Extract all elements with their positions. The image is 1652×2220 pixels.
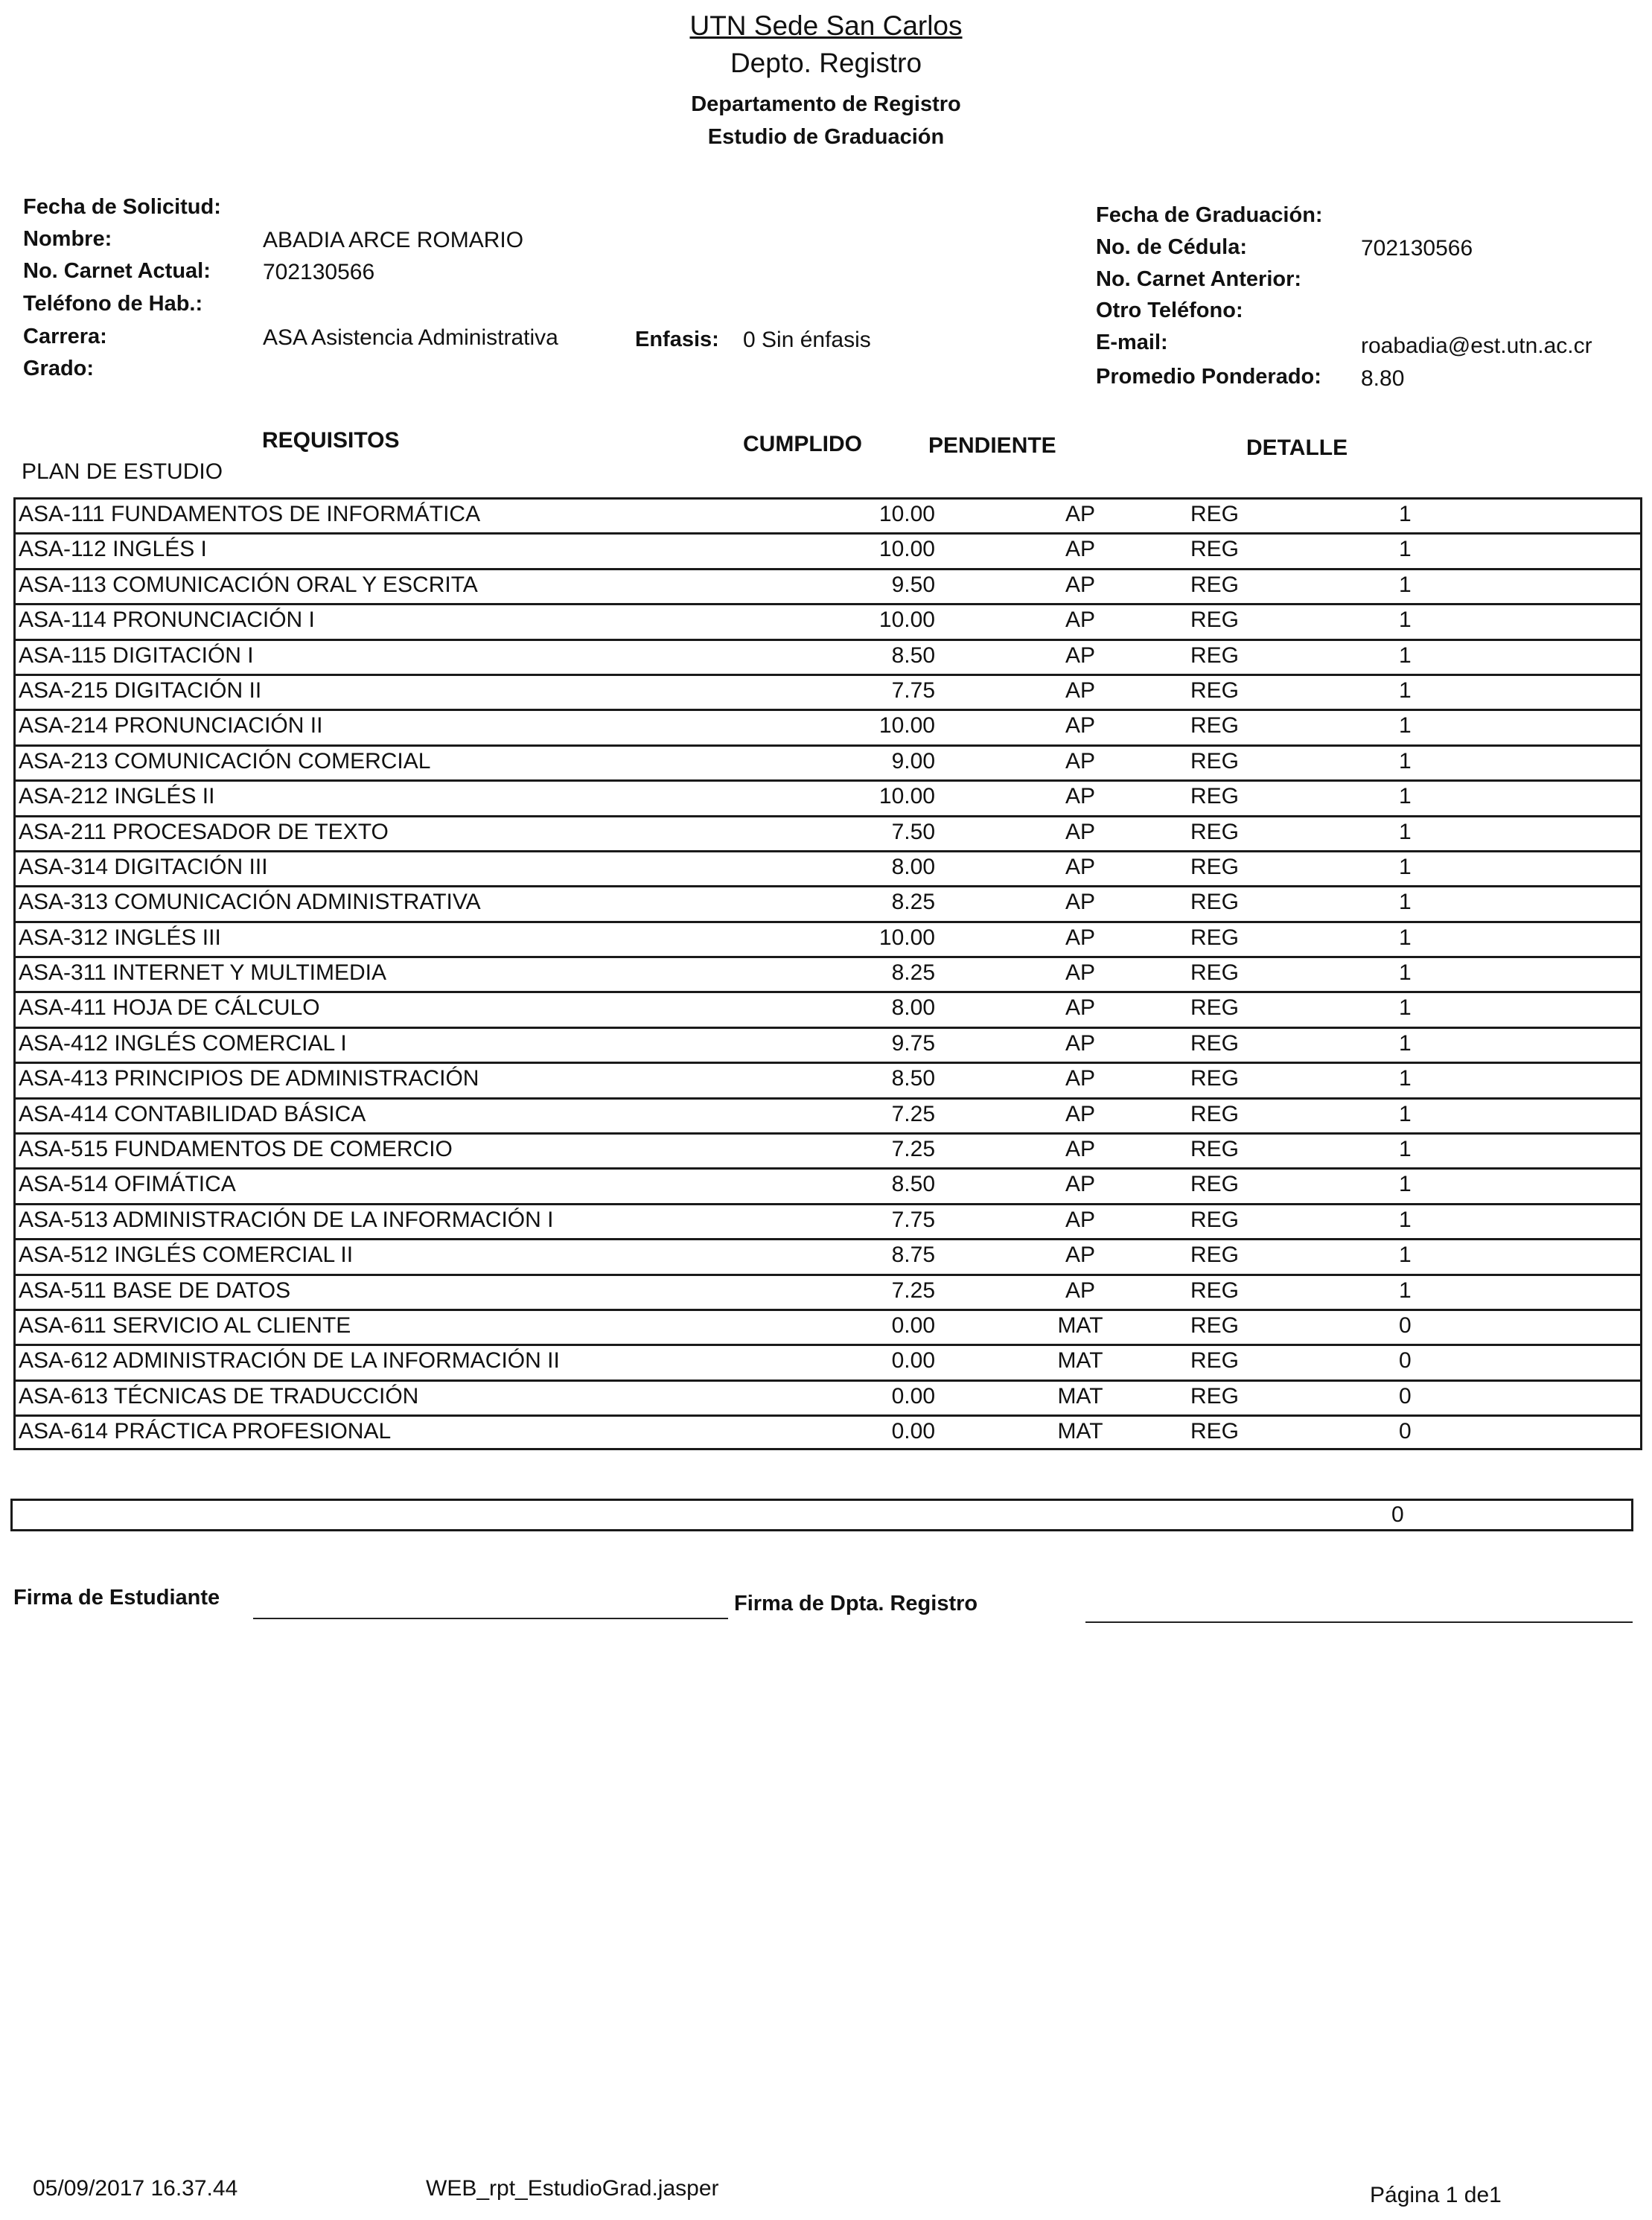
email-value: roabadia@est.utn.ac.cr: [1361, 334, 1592, 358]
course-status: MAT: [1057, 1312, 1103, 1338]
course-name: ASA-112 INGLÉS I: [19, 537, 207, 562]
course-row: [13, 1027, 1642, 1062]
course-row: [13, 1309, 1642, 1344]
report-name: WEB_rpt_EstudioGrad.jasper: [426, 2176, 719, 2201]
course-name: ASA-214 PRONUNCIACIÓN II: [19, 713, 323, 739]
course-row: [13, 1203, 1642, 1238]
course-status: AP: [1065, 854, 1096, 879]
course-status: AP: [1065, 1243, 1096, 1268]
course-status: AP: [1065, 890, 1096, 915]
course-status: AP: [1065, 677, 1096, 703]
course-count: 1: [1399, 925, 1412, 950]
course-type: REG: [1190, 1312, 1240, 1338]
course-grade: 0.00: [891, 1383, 935, 1409]
course-type: REG: [1190, 1243, 1240, 1268]
course-row: [13, 568, 1642, 603]
promedio-label: Promedio Ponderado:: [1096, 365, 1321, 389]
course-grade: 0.00: [891, 1419, 935, 1444]
course-count: 1: [1399, 642, 1412, 668]
course-row: [13, 1379, 1642, 1414]
course-status: AP: [1065, 642, 1096, 668]
course-count: 1: [1399, 1066, 1412, 1091]
course-type: REG: [1190, 1066, 1240, 1091]
student-signature-label: Firma de Estudiante: [13, 1586, 220, 1610]
department-subtitle: Departamento de Registro: [691, 92, 961, 116]
course-count: 1: [1399, 995, 1412, 1021]
fecha-graduacion-label: Fecha de Graduación:: [1096, 203, 1323, 227]
grado-label: Grado:: [23, 357, 95, 380]
department-title: Depto. Registro: [730, 48, 922, 78]
course-status: AP: [1065, 572, 1096, 597]
course-status: MAT: [1057, 1419, 1103, 1444]
course-name: ASA-511 BASE DE DATOS: [19, 1278, 291, 1303]
course-type: REG: [1190, 572, 1240, 597]
course-name: ASA-213 COMUNICACIÓN COMERCIAL: [19, 748, 431, 774]
course-status: AP: [1065, 784, 1096, 809]
course-type: REG: [1190, 1137, 1240, 1162]
course-type: REG: [1190, 677, 1240, 703]
course-type: REG: [1190, 537, 1240, 562]
course-grade: 7.25: [891, 1101, 935, 1126]
course-name: ASA-115 DIGITACIÓN I: [19, 642, 254, 668]
course-count: 1: [1399, 1030, 1412, 1056]
course-row: [13, 1132, 1642, 1167]
course-row: [13, 850, 1642, 885]
course-status: AP: [1065, 1172, 1096, 1197]
course-count: 1: [1399, 748, 1412, 774]
course-row: [13, 1097, 1642, 1132]
carrera-label: Carrera:: [23, 325, 107, 348]
email-label: E-mail:: [1096, 331, 1168, 354]
course-count: 1: [1399, 607, 1412, 633]
course-type: REG: [1190, 1278, 1240, 1303]
enfasis-value: 0 Sin énfasis: [743, 328, 871, 352]
course-count: 1: [1399, 890, 1412, 915]
course-grade: 10.00: [878, 784, 935, 809]
course-type: REG: [1190, 1419, 1240, 1444]
course-type: REG: [1190, 502, 1240, 526]
course-row: [13, 921, 1642, 956]
carnet-actual-value: 702130566: [263, 260, 375, 284]
course-row: [13, 674, 1642, 709]
course-name: ASA-313 COMUNICACIÓN ADMINISTRATIVA: [19, 890, 481, 915]
course-type: REG: [1190, 1348, 1240, 1374]
promedio-value: 8.80: [1361, 366, 1405, 391]
course-type: REG: [1190, 1207, 1240, 1232]
course-grade: 8.50: [891, 1066, 935, 1091]
course-grade: 8.50: [891, 642, 935, 668]
course-count: 1: [1399, 784, 1412, 809]
print-datetime: 05/09/2017 16.37.44: [33, 2176, 238, 2201]
nombre-label: Nombre:: [23, 227, 112, 251]
course-status: AP: [1065, 925, 1096, 950]
course-grade: 10.00: [878, 925, 935, 950]
column-detalle: DETALLE: [1246, 436, 1348, 460]
course-count: 0: [1399, 1312, 1412, 1338]
column-pendiente: PENDIENTE: [928, 433, 1056, 458]
course-count: 1: [1399, 502, 1412, 526]
course-count: 1: [1399, 572, 1412, 597]
course-row: [13, 497, 1642, 532]
course-grade: 7.75: [891, 677, 935, 703]
course-name: ASA-111 FUNDAMENTOS DE INFORMÁTICA: [19, 502, 481, 526]
course-count: 1: [1399, 1278, 1412, 1303]
course-row: [13, 779, 1642, 814]
course-count: 1: [1399, 854, 1412, 879]
course-grade: 8.75: [891, 1243, 935, 1268]
cedula-value: 702130566: [1361, 236, 1473, 261]
course-name: ASA-114 PRONUNCIACIÓN I: [19, 607, 315, 633]
telefono-hab-label: Teléfono de Hab.:: [23, 292, 203, 316]
course-type: REG: [1190, 713, 1240, 739]
page-number: Página 1 de1: [1370, 2183, 1502, 2207]
course-status: AP: [1065, 537, 1096, 562]
course-row: [13, 956, 1642, 991]
course-grade: 8.25: [891, 890, 935, 915]
course-type: REG: [1190, 960, 1240, 986]
course-count: 1: [1399, 1207, 1412, 1232]
course-row: [13, 1414, 1642, 1449]
course-type: REG: [1190, 1172, 1240, 1197]
course-type: REG: [1190, 819, 1240, 844]
course-grade: 8.00: [891, 995, 935, 1021]
course-row: [13, 1344, 1642, 1379]
course-row: [13, 1167, 1642, 1202]
course-count: 1: [1399, 1172, 1412, 1197]
plan-de-estudio-label: PLAN DE ESTUDIO: [22, 459, 223, 484]
course-grade: 10.00: [878, 607, 935, 633]
course-row: [13, 1062, 1642, 1097]
course-name: ASA-612 ADMINISTRACIÓN DE LA INFORMACIÓN II: [19, 1348, 560, 1374]
course-row: [13, 532, 1642, 567]
total-box: [10, 1499, 1633, 1531]
course-row: [13, 744, 1642, 779]
course-type: REG: [1190, 995, 1240, 1021]
course-row: [13, 885, 1642, 920]
registry-signature-line: [1085, 1621, 1633, 1623]
course-status: AP: [1065, 713, 1096, 739]
carnet-actual-label: No. Carnet Actual:: [23, 259, 211, 283]
course-name: ASA-611 SERVICIO AL CLIENTE: [19, 1312, 351, 1338]
course-name: ASA-212 INGLÉS II: [19, 784, 215, 809]
course-count: 0: [1399, 1383, 1412, 1409]
course-row: [13, 709, 1642, 744]
course-type: REG: [1190, 1101, 1240, 1126]
course-status: AP: [1065, 748, 1096, 774]
course-status: AP: [1065, 1137, 1096, 1162]
course-grade: 9.50: [891, 572, 935, 597]
course-grade: 7.75: [891, 1207, 935, 1232]
course-status: AP: [1065, 1030, 1096, 1056]
course-count: 0: [1399, 1348, 1412, 1374]
course-row: [13, 815, 1642, 850]
course-count: 1: [1399, 537, 1412, 562]
institution-title: UTN Sede San Carlos: [689, 10, 963, 41]
course-grade: 0.00: [891, 1312, 935, 1338]
course-type: REG: [1190, 925, 1240, 950]
otro-telefono-label: Otro Teléfono:: [1096, 299, 1243, 322]
course-grade: 10.00: [878, 537, 935, 562]
course-name: ASA-215 DIGITACIÓN II: [19, 677, 262, 703]
course-type: REG: [1190, 642, 1240, 668]
course-name: ASA-413 PRINCIPIOS DE ADMINISTRACIÓN: [19, 1066, 479, 1091]
course-type: REG: [1190, 784, 1240, 809]
total-value: 0: [1391, 1502, 1404, 1527]
course-name: ASA-312 INGLÉS III: [19, 925, 221, 950]
course-grade: 9.00: [891, 748, 935, 774]
nombre-value: ABADIA ARCE ROMARIO: [263, 228, 524, 252]
course-count: 1: [1399, 1101, 1412, 1126]
course-name: ASA-411 HOJA DE CÁLCULO: [19, 995, 320, 1021]
course-grade: 10.00: [878, 713, 935, 739]
course-name: ASA-211 PROCESADOR DE TEXTO: [19, 819, 389, 844]
course-type: REG: [1190, 748, 1240, 774]
fecha-solicitud-label: Fecha de Solicitud:: [23, 195, 221, 219]
course-status: AP: [1065, 960, 1096, 986]
document-title: Estudio de Graduación: [707, 125, 945, 149]
course-grade: 10.00: [878, 502, 935, 526]
course-grade: 7.25: [891, 1137, 935, 1162]
column-cumplido: CUMPLIDO: [743, 432, 862, 456]
course-status: MAT: [1057, 1348, 1103, 1374]
carrera-value: ASA Asistencia Administrativa: [263, 325, 558, 350]
course-grade: 8.00: [891, 854, 935, 879]
course-type: REG: [1190, 854, 1240, 879]
course-name: ASA-515 FUNDAMENTOS DE COMERCIO: [19, 1137, 453, 1162]
course-name: ASA-113 COMUNICACIÓN ORAL Y ESCRITA: [19, 572, 478, 597]
course-status: AP: [1065, 995, 1096, 1021]
course-count: 1: [1399, 1243, 1412, 1268]
course-status: AP: [1065, 1066, 1096, 1091]
course-name: ASA-412 INGLÉS COMERCIAL I: [19, 1030, 347, 1056]
course-grade: 8.50: [891, 1172, 935, 1197]
course-type: REG: [1190, 890, 1240, 915]
course-name: ASA-414 CONTABILIDAD BÁSICA: [19, 1101, 366, 1126]
column-requisitos: REQUISITOS: [262, 428, 400, 453]
course-count: 1: [1399, 1137, 1412, 1162]
course-type: REG: [1190, 1030, 1240, 1056]
student-signature-line: [253, 1618, 728, 1619]
course-type: REG: [1190, 607, 1240, 633]
course-row: [13, 1238, 1642, 1273]
registry-signature-label: Firma de Dpta. Registro: [734, 1592, 978, 1615]
carnet-anterior-label: No. Carnet Anterior:: [1096, 267, 1302, 291]
course-name: ASA-512 INGLÉS COMERCIAL II: [19, 1243, 354, 1268]
course-count: 1: [1399, 677, 1412, 703]
course-count: 1: [1399, 960, 1412, 986]
enfasis-label: Enfasis:: [635, 328, 719, 351]
course-status: AP: [1065, 1101, 1096, 1126]
course-row: [13, 603, 1642, 638]
course-count: 1: [1399, 713, 1412, 739]
course-type: REG: [1190, 1383, 1240, 1409]
course-name: ASA-513 ADMINISTRACIÓN DE LA INFORMACIÓN I: [19, 1207, 554, 1232]
course-name: ASA-514 OFIMÁTICA: [19, 1172, 236, 1197]
course-row: [13, 991, 1642, 1026]
course-status: AP: [1065, 819, 1096, 844]
course-status: AP: [1065, 1207, 1096, 1232]
course-grade: 7.25: [891, 1278, 935, 1303]
course-status: AP: [1065, 607, 1096, 633]
course-row: [13, 639, 1642, 674]
cedula-label: No. de Cédula:: [1096, 235, 1248, 259]
course-name: ASA-613 TÉCNICAS DE TRADUCCIÓN: [19, 1383, 419, 1409]
course-status: AP: [1065, 502, 1096, 526]
course-grade: 9.75: [891, 1030, 935, 1056]
course-row: [13, 1274, 1642, 1309]
grades-table: [13, 497, 1642, 1450]
course-status: MAT: [1057, 1383, 1103, 1409]
course-count: 1: [1399, 819, 1412, 844]
course-status: AP: [1065, 1278, 1096, 1303]
course-grade: 0.00: [891, 1348, 935, 1374]
course-grade: 8.25: [891, 960, 935, 986]
course-name: ASA-311 INTERNET Y MULTIMEDIA: [19, 960, 387, 986]
course-grade: 7.50: [891, 819, 935, 844]
course-count: 0: [1399, 1419, 1412, 1444]
course-name: ASA-314 DIGITACIÓN III: [19, 854, 268, 879]
course-name: ASA-614 PRÁCTICA PROFESIONAL: [19, 1419, 392, 1444]
